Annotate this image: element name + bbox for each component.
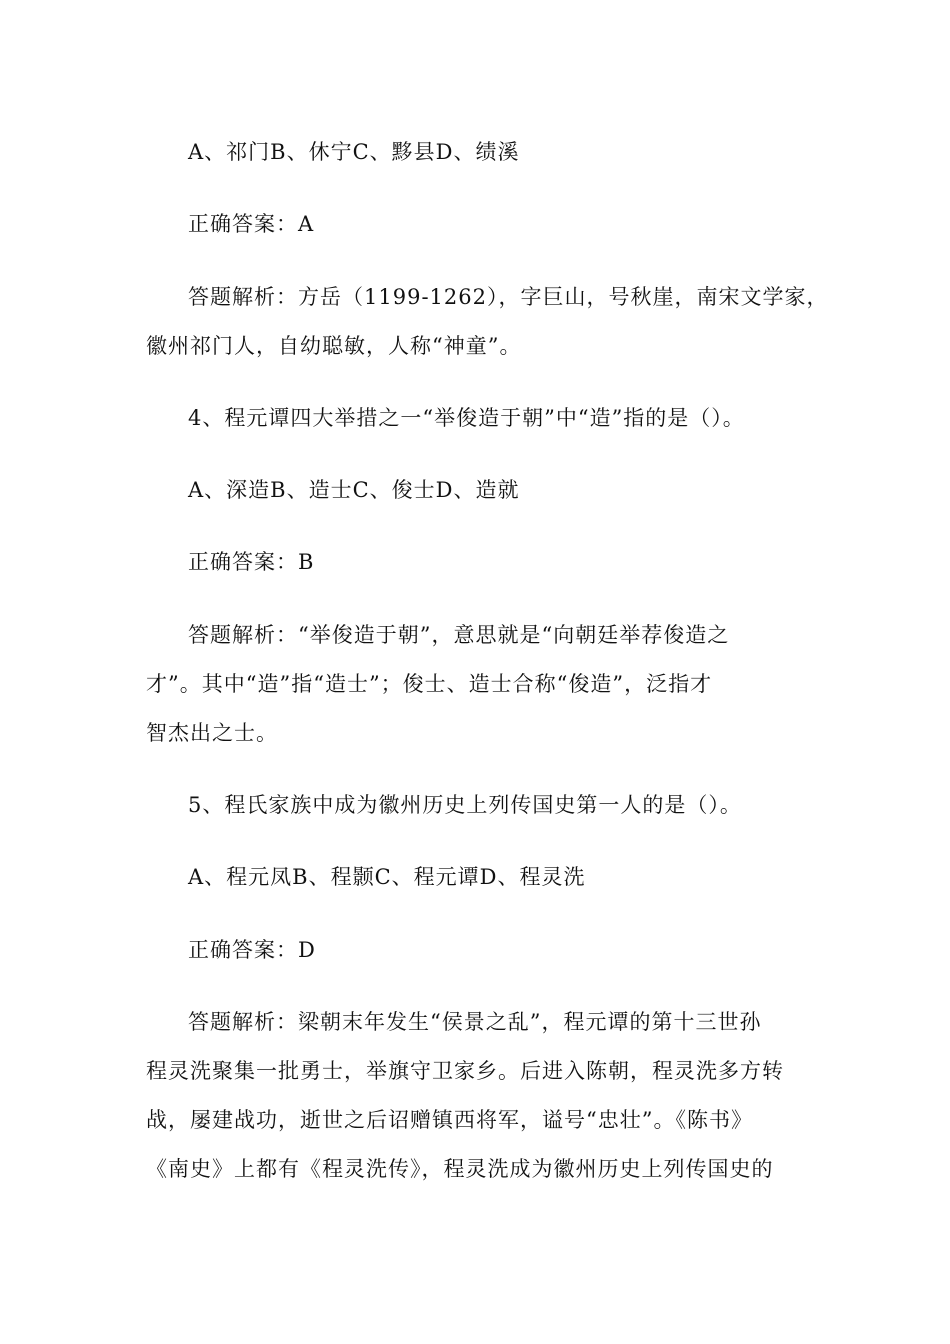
q5-answer: 正确答案：D (188, 938, 316, 962)
q5-analysis-line-3: 战，屡建战功，逝世之后诏赠镇西将军，谥号“忠壮”。《陈书》 (146, 1108, 753, 1132)
q4-analysis-line-1: 答题解析：“举俊造于朝”，意思就是“向朝廷举荐俊造之 (188, 623, 730, 647)
q4-analysis-line-2: 才”。其中“造”指“造士”；俊士、造士合称“俊造”，泛指才 (146, 672, 713, 696)
q3-options: A、祁门B、休宁C、黟县D、绩溪 (188, 140, 520, 164)
q3-analysis-line-1: 答题解析：方岳（1199-1262），字巨山，号秋崖，南宋文学家， (188, 285, 829, 309)
q3-analysis-line-2: 徽州祁门人，自幼聪敏，人称“神童”。 (146, 334, 522, 358)
q4-analysis-line-3: 智杰出之士。 (146, 721, 278, 745)
q4-answer: 正确答案：B (188, 550, 315, 574)
q4-question: 4、程元谭四大举措之一“举俊造于朝”中“造”指的是（）。 (188, 406, 745, 430)
q4-options: A、深造B、造士C、俊士D、造就 (188, 478, 520, 502)
q5-options: A、程元凤B、程颢C、程元谭D、程灵洗 (188, 865, 586, 889)
q5-analysis-line-4: 《南史》上都有《程灵洗传》，程灵洗成为徽州历史上列传国史的 (146, 1157, 774, 1181)
q3-answer: 正确答案：A (188, 212, 315, 236)
q5-analysis-line-2: 程灵洗聚集一批勇士，举旗守卫家乡。后进入陈朝，程灵洗多方转 (146, 1059, 784, 1083)
q5-analysis-line-1: 答题解析：梁朝末年发生“侯景之乱”，程元谭的第十三世孙 (188, 1010, 762, 1034)
q5-question: 5、程氏家族中成为徽州历史上列传国史第一人的是（）。 (188, 793, 742, 817)
